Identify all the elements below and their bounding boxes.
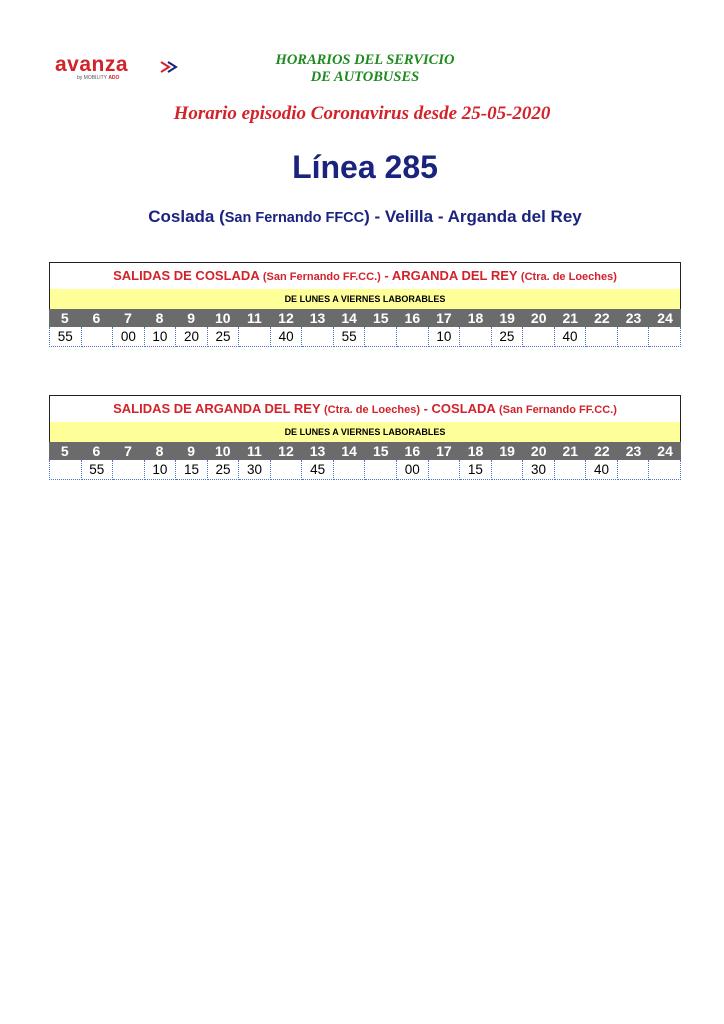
hour-cell: 23 bbox=[618, 442, 650, 460]
minute-cell bbox=[586, 327, 618, 347]
route-description: Coslada (San Fernando FFCC) - Velilla - Arganda del Rey bbox=[148, 207, 582, 226]
logo-wordmark: avanza bbox=[55, 53, 129, 76]
minute-cell bbox=[365, 327, 397, 347]
hours-row bbox=[49, 442, 681, 460]
hour-cell: 21 bbox=[555, 309, 587, 327]
minute-cell bbox=[113, 460, 145, 480]
hour-cell: 13 bbox=[302, 309, 334, 327]
minute-cell: 40 bbox=[586, 460, 618, 480]
minute-cell bbox=[271, 460, 303, 480]
hour-cell: 18 bbox=[460, 309, 492, 327]
minute-cell: 30 bbox=[239, 460, 271, 480]
minutes-row bbox=[49, 460, 681, 480]
hour-cell: 24 bbox=[649, 442, 681, 460]
minute-cell bbox=[618, 460, 650, 480]
schedule-title: SALIDAS DE COSLADA (San Fernando FF.CC.) - ARGANDA DEL REY (Ctra. de Loeches) bbox=[49, 262, 681, 289]
hour-cell: 22 bbox=[586, 442, 618, 460]
minute-cell: 55 bbox=[49, 327, 82, 347]
hour-cell: 17 bbox=[428, 442, 460, 460]
hour-cell: 6 bbox=[81, 442, 113, 460]
hour-cell: 8 bbox=[144, 309, 176, 327]
minute-cell bbox=[49, 460, 82, 480]
hour-cell: 16 bbox=[397, 442, 429, 460]
chevron-arrows-icon bbox=[159, 60, 185, 74]
hour-cell: 7 bbox=[112, 442, 144, 460]
minute-cell: 40 bbox=[555, 327, 587, 347]
hour-cell: 14 bbox=[333, 309, 365, 327]
hour-cell: 14 bbox=[333, 442, 365, 460]
minute-cell: 55 bbox=[334, 327, 366, 347]
hours-row bbox=[49, 309, 681, 327]
minute-cell: 45 bbox=[302, 460, 334, 480]
minute-cell: 10 bbox=[429, 327, 461, 347]
hour-cell: 17 bbox=[428, 309, 460, 327]
hour-cell: 12 bbox=[270, 309, 302, 327]
minute-cell bbox=[302, 327, 334, 347]
minute-cell: 30 bbox=[523, 460, 555, 480]
hour-cell: 8 bbox=[144, 442, 176, 460]
hour-cell: 22 bbox=[586, 309, 618, 327]
days-band: DE LUNES A VIERNES LABORABLES bbox=[49, 289, 681, 309]
hour-cell: 20 bbox=[523, 309, 555, 327]
minutes-row bbox=[49, 327, 681, 347]
hour-cell: 11 bbox=[239, 309, 271, 327]
minute-cell: 00 bbox=[113, 327, 145, 347]
minute-cell bbox=[397, 327, 429, 347]
schedule-subtitle: Horario episodio Coronavirus desde 25-05-2020 bbox=[173, 103, 551, 124]
service-header bbox=[200, 52, 530, 86]
minute-cell: 25 bbox=[208, 460, 240, 480]
hour-cell: 23 bbox=[618, 309, 650, 327]
hour-cell: 5 bbox=[49, 442, 81, 460]
schedule-title: SALIDAS DE ARGANDA DEL REY (Ctra. de Loeches) - COSLADA (San Fernando FF.CC.) bbox=[49, 395, 681, 422]
schedule-table-arganda-coslada bbox=[49, 395, 681, 480]
hour-cell: 15 bbox=[365, 309, 397, 327]
minute-cell: 15 bbox=[176, 460, 208, 480]
hour-cell: 12 bbox=[270, 442, 302, 460]
header-line-1: HORARIOS DEL SERVICIO bbox=[275, 52, 455, 68]
hour-cell: 6 bbox=[81, 309, 113, 327]
minute-cell bbox=[618, 327, 650, 347]
minute-cell: 20 bbox=[176, 327, 208, 347]
minute-cell bbox=[429, 460, 461, 480]
minute-cell bbox=[460, 327, 492, 347]
hour-cell: 13 bbox=[302, 442, 334, 460]
hour-cell: 16 bbox=[397, 309, 429, 327]
schedule-table-coslada-arganda bbox=[49, 262, 681, 347]
minute-cell bbox=[334, 460, 366, 480]
minute-cell bbox=[555, 460, 587, 480]
minute-cell bbox=[365, 460, 397, 480]
hour-cell: 11 bbox=[239, 442, 271, 460]
minute-cell bbox=[492, 460, 524, 480]
minute-cell: 10 bbox=[145, 460, 177, 480]
hour-cell: 10 bbox=[207, 309, 239, 327]
minute-cell bbox=[649, 327, 681, 347]
minute-cell: 25 bbox=[208, 327, 240, 347]
avanza-logo bbox=[55, 55, 185, 85]
minute-cell: 25 bbox=[492, 327, 524, 347]
hour-cell: 9 bbox=[175, 309, 207, 327]
hour-cell: 24 bbox=[649, 309, 681, 327]
minute-cell: 00 bbox=[397, 460, 429, 480]
line-title: Línea 285 bbox=[292, 149, 438, 185]
hour-cell: 21 bbox=[555, 442, 587, 460]
minute-cell: 55 bbox=[82, 460, 114, 480]
hour-cell: 19 bbox=[491, 442, 523, 460]
minute-cell: 10 bbox=[145, 327, 177, 347]
hour-cell: 9 bbox=[175, 442, 207, 460]
minute-cell bbox=[649, 460, 681, 480]
hour-cell: 15 bbox=[365, 442, 397, 460]
hour-cell: 7 bbox=[112, 309, 144, 327]
hour-cell: 19 bbox=[491, 309, 523, 327]
minute-cell bbox=[239, 327, 271, 347]
hour-cell: 5 bbox=[49, 309, 81, 327]
hour-cell: 20 bbox=[523, 442, 555, 460]
minute-cell bbox=[523, 327, 555, 347]
hour-cell: 10 bbox=[207, 442, 239, 460]
minute-cell: 40 bbox=[271, 327, 303, 347]
days-band: DE LUNES A VIERNES LABORABLES bbox=[49, 422, 681, 442]
header-line-2: DE AUTOBUSES bbox=[310, 69, 420, 85]
minute-cell: 15 bbox=[460, 460, 492, 480]
logo-tagline: by MOBILITY ADO bbox=[77, 75, 120, 81]
minute-cell bbox=[82, 327, 114, 347]
hour-cell: 18 bbox=[460, 442, 492, 460]
